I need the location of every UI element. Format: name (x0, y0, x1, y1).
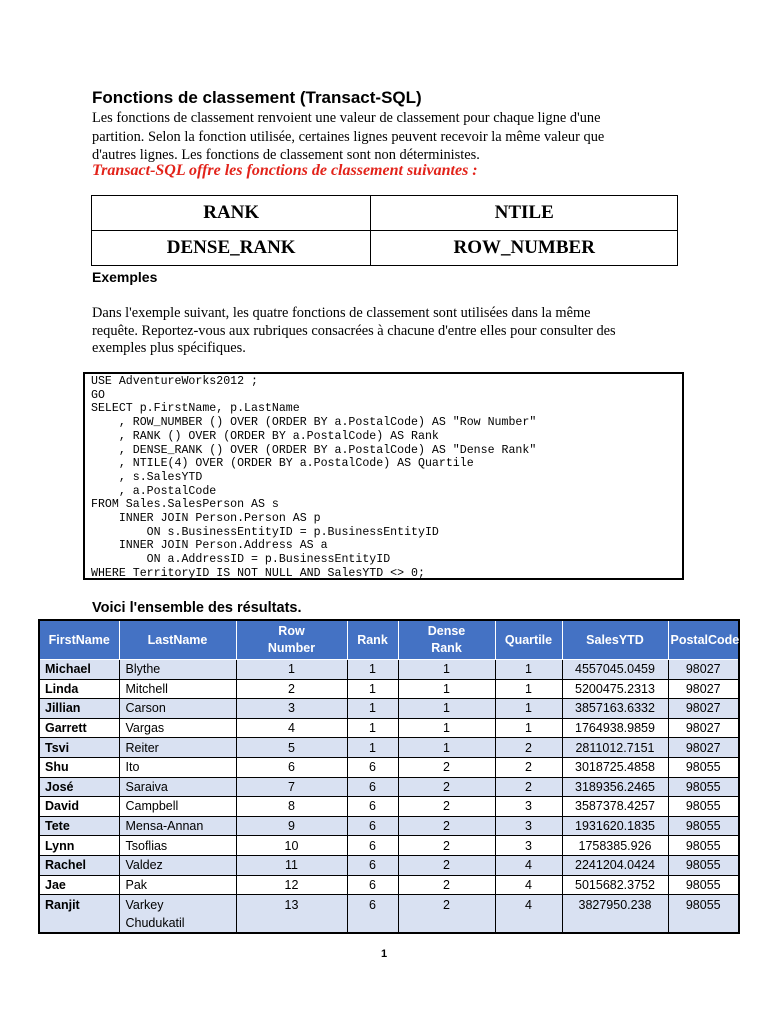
table-cell: 98055 (668, 855, 739, 875)
table-cell: José (39, 777, 119, 797)
table-cell: 1 (398, 699, 495, 719)
table-cell: 1 (347, 718, 398, 738)
table-cell: 98027 (668, 679, 739, 699)
table-cell: 2 (398, 816, 495, 836)
table-cell: 1 (495, 660, 562, 680)
table-cell: Jillian (39, 699, 119, 719)
table-cell: 1 (347, 699, 398, 719)
table-cell: 98055 (668, 797, 739, 817)
table-cell: 6 (347, 855, 398, 875)
table-cell: Vargas (119, 718, 236, 738)
table-cell: 3 (236, 699, 347, 719)
table-cell: Tsvi (39, 738, 119, 758)
table-row (39, 895, 739, 934)
intro-line: partition. Selon la fonction utilisée, certaines lignes peuvent recevoir la même valeur que (92, 128, 605, 145)
table-cell: 4 (495, 895, 562, 934)
column-header: Dense Rank (398, 620, 495, 660)
table-cell: 3 (495, 797, 562, 817)
column-header: SalesYTD (562, 620, 668, 660)
table-cell: 1 (347, 679, 398, 699)
table-cell: 1 (398, 738, 495, 758)
examples-line: exemples plus spécifiques. (92, 340, 246, 356)
table-cell: 6 (347, 875, 398, 895)
column-header: PostalCode (668, 620, 739, 660)
table-cell: 1 (347, 738, 398, 758)
functions-row (92, 231, 678, 266)
table-cell: Saraiva (119, 777, 236, 797)
table-cell: Pak (119, 875, 236, 895)
table-cell: 3018725.4858 (562, 757, 668, 777)
table-cell: 98027 (668, 699, 739, 719)
table-cell: 6 (347, 777, 398, 797)
table-cell: 5015682.3752 (562, 875, 668, 895)
table-cell: 98055 (668, 816, 739, 836)
table-cell: 2 (398, 875, 495, 895)
table-cell: 4 (495, 855, 562, 875)
table-row (39, 757, 739, 777)
code-line: , s.SalesYTD (91, 470, 203, 484)
table-cell: 6 (347, 895, 398, 934)
column-header: Row Number (236, 620, 347, 660)
code-line: INNER JOIN Person.Person AS p (91, 512, 321, 526)
table-cell: Rachel (39, 855, 119, 875)
table-cell: 1 (347, 660, 398, 680)
table-cell: 5 (236, 738, 347, 758)
intro-paragraph (92, 109, 662, 165)
table-cell: 3 (495, 816, 562, 836)
table-cell: Mensa-Annan (119, 816, 236, 836)
table-cell: 2 (398, 777, 495, 797)
table-cell: 98055 (668, 777, 739, 797)
table-cell: Jae (39, 875, 119, 895)
table-cell: 1764938.9859 (562, 718, 668, 738)
table-cell: 1 (398, 660, 495, 680)
code-line: FROM Sales.SalesPerson AS s (91, 498, 279, 512)
code-line: , NTILE(4) OVER (ORDER BY a.PostalCode) AS Quartile (91, 457, 474, 471)
table-cell: 13 (236, 895, 347, 934)
function-cell: RANK (92, 196, 371, 231)
table-cell: 3189356.2465 (562, 777, 668, 797)
table-cell: Mitchell (119, 679, 236, 699)
table-cell: Linda (39, 679, 119, 699)
column-header: LastName (119, 620, 236, 660)
table-cell: 1931620.1835 (562, 816, 668, 836)
table-cell: 98055 (668, 895, 739, 934)
table-cell: 3 (495, 836, 562, 856)
functions-subtitle: Transact-SQL offre les fonctions de classement suivantes : (92, 162, 478, 179)
table-cell: 3857163.6332 (562, 699, 668, 719)
table-cell: Reiter (119, 738, 236, 758)
table-cell: 2 (398, 836, 495, 856)
table-cell: 98027 (668, 738, 739, 758)
table-cell: 98027 (668, 718, 739, 738)
results-body (39, 660, 739, 934)
column-header: FirstName (39, 620, 119, 660)
table-cell: 3587378.4257 (562, 797, 668, 817)
page-number: 1 (380, 948, 388, 960)
table-row (39, 816, 739, 836)
code-line: ON s.BusinessEntityID = p.BusinessEntityID (91, 525, 439, 539)
table-cell: 2 (495, 777, 562, 797)
page-title: Fonctions de classement (Transact-SQL) (92, 88, 422, 107)
examples-line: requête. Reportez-vous aux rubriques consacrées à chacune d'entre elles pour consulter des (92, 322, 616, 339)
functions-row (92, 196, 678, 231)
table-cell: 9 (236, 816, 347, 836)
code-line: INNER JOIN Person.Address AS a (91, 539, 328, 553)
table-cell: 4 (236, 718, 347, 738)
table-row (39, 718, 739, 738)
table-row (39, 777, 739, 797)
code-line: USE AdventureWorks2012 ; (91, 375, 258, 388)
code-line: SELECT p.FirstName, p.LastName (91, 402, 300, 416)
table-cell: Tsoflias (119, 836, 236, 856)
code-line: , a.PostalCode (91, 484, 217, 498)
table-cell: 1 (398, 718, 495, 738)
table-cell: 98027 (668, 660, 739, 680)
column-header: Quartile (495, 620, 562, 660)
function-cell: NTILE (371, 196, 678, 231)
table-cell: 2 (398, 797, 495, 817)
column-header: Rank (347, 620, 398, 660)
examples-heading: Exemples (92, 269, 158, 285)
table-cell: 2811012.7151 (562, 738, 668, 758)
code-line: WHERE TerritoryID IS NOT NULL AND SalesYTD <> 0; (91, 566, 425, 580)
table-cell: 6 (347, 757, 398, 777)
table-cell: 98055 (668, 757, 739, 777)
table-cell: Lynn (39, 836, 119, 856)
table-cell: Carson (119, 699, 236, 719)
table-row (39, 699, 739, 719)
table-cell: David (39, 797, 119, 817)
table-cell: 4 (495, 875, 562, 895)
table-cell: 98055 (668, 836, 739, 856)
table-cell: Ranjit (39, 895, 119, 934)
results-header-row (39, 620, 739, 660)
table-row (39, 855, 739, 875)
table-cell: 1 (236, 660, 347, 680)
table-cell: 6 (347, 797, 398, 817)
table-cell: 1 (495, 699, 562, 719)
table-cell: Ito (119, 757, 236, 777)
function-cell: ROW_NUMBER (371, 231, 678, 266)
table-cell: 5200475.2313 (562, 679, 668, 699)
sql-code-block (83, 372, 684, 580)
table-row (39, 660, 739, 680)
intro-line: Les fonctions de classement renvoient une valeur de classement pour chaque ligne d'une (92, 110, 601, 126)
table-cell: 6 (347, 836, 398, 856)
table-cell: 2 (236, 679, 347, 699)
table-cell: 12 (236, 875, 347, 895)
table-cell: 6 (236, 757, 347, 777)
table-cell: 11 (236, 855, 347, 875)
table-cell: 2 (495, 738, 562, 758)
table-cell: 1 (495, 718, 562, 738)
table-cell: 10 (236, 836, 347, 856)
table-cell: 2 (398, 855, 495, 875)
table-cell: 2 (398, 757, 495, 777)
examples-line: Dans l'exemple suivant, les quatre fonctions de classement sont utilisées dans la même (92, 305, 591, 321)
table-cell: 98055 (668, 875, 739, 895)
table-row (39, 679, 739, 699)
results-table (38, 619, 740, 934)
ranking-functions-table (91, 195, 678, 266)
table-cell: 8 (236, 797, 347, 817)
table-cell: 1 (495, 679, 562, 699)
table-cell: 3827950.238 (562, 895, 668, 934)
table-cell: Michael (39, 660, 119, 680)
intro-line: d'autres lignes. Les fonctions de classement sont non déterministes. (92, 147, 480, 163)
table-cell: 4557045.0459 (562, 660, 668, 680)
table-row (39, 797, 739, 817)
code-line: , DENSE_RANK () OVER (ORDER BY a.PostalCode) AS "Dense Rank" (91, 443, 537, 457)
table-cell: 6 (347, 816, 398, 836)
examples-paragraph (92, 305, 672, 358)
table-cell: 2 (495, 757, 562, 777)
table-cell: Tete (39, 816, 119, 836)
table-row (39, 836, 739, 856)
table-cell: Shu (39, 757, 119, 777)
code-line: , RANK () OVER (ORDER BY a.PostalCode) AS Rank (91, 429, 439, 443)
table-cell: Blythe (119, 660, 236, 680)
table-cell: 1 (398, 679, 495, 699)
table-cell: Varkey Chudukatil (119, 895, 236, 934)
table-cell: Valdez (119, 855, 236, 875)
table-row (39, 875, 739, 895)
function-cell: DENSE_RANK (92, 231, 371, 266)
table-cell: 2 (398, 895, 495, 934)
table-row (39, 738, 739, 758)
code-line: , ROW_NUMBER () OVER (ORDER BY a.PostalCode) AS "Row Number" (91, 416, 537, 430)
results-heading: Voici l'ensemble des résultats. (92, 600, 302, 616)
table-cell: 1758385.926 (562, 836, 668, 856)
table-cell: Campbell (119, 797, 236, 817)
code-line: GO (91, 388, 105, 402)
table-cell: Garrett (39, 718, 119, 738)
table-cell: 2241204.0424 (562, 855, 668, 875)
table-cell: 7 (236, 777, 347, 797)
code-line: ON a.AddressID = p.BusinessEntityID (91, 553, 391, 567)
